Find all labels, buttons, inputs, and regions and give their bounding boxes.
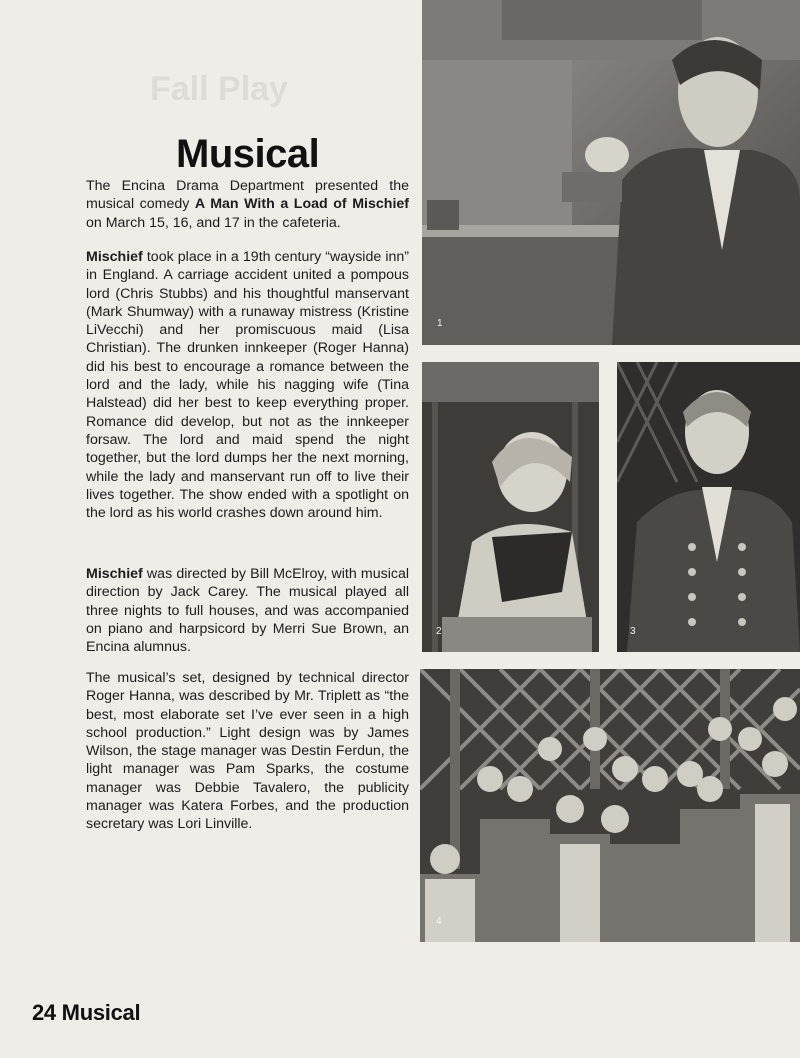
photo-actress-profile <box>422 362 599 652</box>
photo-actor-seated <box>422 0 800 345</box>
show-title: A Man With a Load of Mischief <box>194 196 409 213</box>
photo-cast-group <box>420 669 800 942</box>
set-paragraph: The musical’s set, designed by technical director Roger Hanna, was described by Mr. Triplett as “the best, most elaborate set I’ve ever seen in a high school production.” Light design was by James Wilson, the stage manager was Destin Ferdun, the light manager was Pam Sparks, the costume manager was Debbie Tavalero, the publicity manager was Katera Forbes, and the production secretary was Lori Linville. <box>86 670 409 833</box>
photo-number: 3 <box>630 626 636 637</box>
intro-paragraph: The Encina Drama Department presented the musical comedy A Man With a Load of Mischief on March 15, 16, and 17 in the cafeteria. <box>86 178 409 231</box>
photo-number: 2 <box>436 626 442 637</box>
page-title: Musical <box>176 132 320 176</box>
page-footer: 24 Musical <box>32 1000 141 1025</box>
bleed-through-text: Fall Play <box>150 70 288 108</box>
photo-actor-coat <box>617 362 800 652</box>
photo-number: 4 <box>436 916 442 927</box>
photo-number: 1 <box>437 318 443 329</box>
direction-paragraph: Mischief was directed by Bill McElroy, with musical direction by Jack Carey. The musical played all three nights to full houses, and was accompanied on piano and harpsicord by Merri Sue Brown, an Encina alumnus. <box>86 566 409 656</box>
plot-paragraph: Mischief took place in a 19th century “wayside inn” in England. A carriage accident united a pompous lord (Chris Stubbs) and his thoughtful manservant (Mark Shumway) with a runaway mistress (Kristine LiVecchi) and her promiscuous maid (Lisa Christian). The drunken innkeeper (Roger Hanna) did his best to encourage a romance between the lord and the lady, while his nagging wife (Tina Halstead) did her best to keep everything proper. Romance did develop, but not as the innkeeper forsaw. The lord and maid spend the night together, but the lord dumps her the next morning, while the lady and manservant run off to live their lives together. The show ended with a spotlight on the lord as his world crashes down around him. <box>86 249 409 522</box>
